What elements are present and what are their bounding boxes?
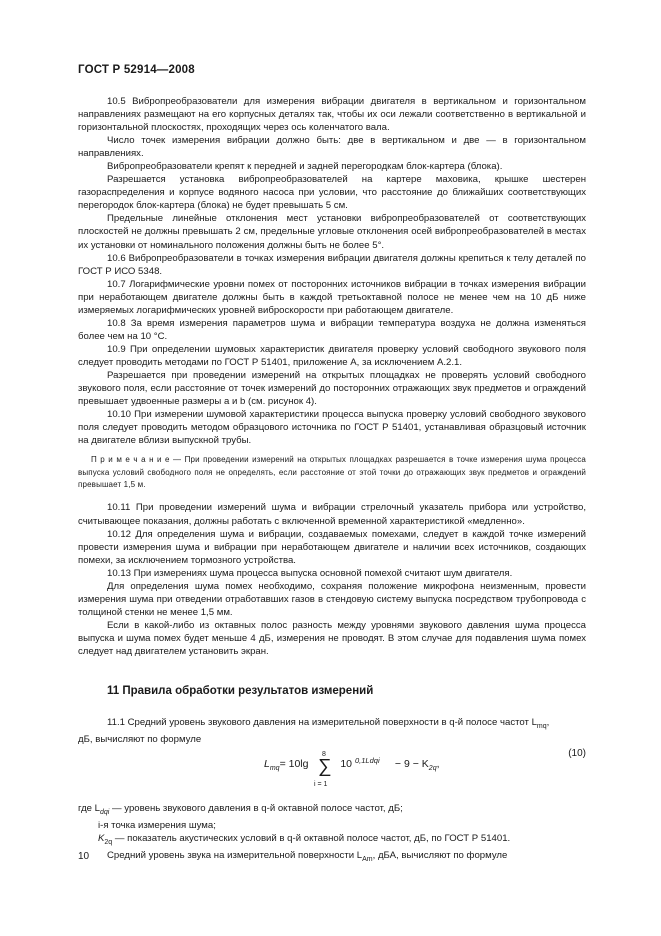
formula-10 [78,748,586,800]
where-line: i-я точка измерения шума; [98,819,216,831]
formula-expression: $L_{mq}= 10\lg$ $10 - 9 - K_{2q}$, [264,758,440,773]
paragraph: Разрешается при проведении измерений на открытых площадках не проверять условий свободного звукового поля, если расстояние от точек измерений до посторонних отражающих звук предметов и ограждений превышает удвоенные размеры a и b (см. рисунок 4). [78,369,586,408]
paragraph: Предельные линейные отклонения мест установки вибропреобразователей от соответствующих плоскостей не должны превышать 2 см, предельные угловые отклонения осей вибропреобразователей в местах их установки от номинального положения должны быть не более 5°. [78,213,586,251]
document-header: ГОСТ Р 52914—2008 [78,64,195,76]
paragraph-10-8: 10.8 За время измерения параметров шума и вибрации температура воздуха не должна изменяться более чем на 10 °С. [78,317,586,342]
main-text [78,95,586,658]
paragraph-10-11: 10.11 При проведении измерений шума и вибрации стрелочный указатель прибора или устройство, считывающее показания, должны работать с включенной временной характеристикой «медленно». [78,502,586,527]
paragraph-10-10: 10.10 При измерении шумовой характеристики процесса выпуска проверку условий свободного звукового поля следует проводить методом образцового источника по ГОСТ Р 51401, устанавливая образцовый источник на двигателе вблизи выпускной трубы. [78,409,586,447]
paragraph: Вибропреобразователи крепят к передней и задней перегородкам блок-картера (блока). [107,161,503,173]
section-11-text [78,716,586,866]
paragraph: Разрешается установка вибропреобразователей на картере маховика, крышке шестерен газораспределения и корпусе водяного насоса при условии, что расстояние до ближайших соответствующих перегородок блок-картера (блока) не будет превышать 5 см. [78,174,586,212]
paragraph-11-1: 11.1 Средний уровень звукового давления на измерительной поверхности в q-й полосе частот $L_{mq}$, [107,717,550,730]
note: П р и м е ч а н и е — При проведении измерений на открытых площадках разрешается в точке измерения шума процесса выпуска условий свободного поля не определять, если расстояние от этой точки до отражающих звук предметов и ограждений превышает 1,5 м. [78,455,586,490]
formula-number: (10) [568,748,586,759]
paragraph-10-6: 10.6 Вибропреобразователи в точках измерения вибрации двигателя должны крепиться к телу деталей по ГОСТ Р ИСО 5348. [78,252,586,277]
where-line: где $L_{dqi}$ — уровень звукового давления в q-й октавной полосе частот, дБ; [78,803,403,816]
paragraph-10-13: 10.13 При измерениях шума процесса выпуска основной помехой считают шум двигателя. [107,567,513,579]
paragraph-10-12: 10.12 Для определения шума и вибрации, создаваемых помехами, следует в каждой точке измерений провести измерения шума и вибрации при неработающем двигателе и наличии всех источников, создающих помехи, за исключением тормозного устройства. [78,528,586,566]
where-line: $K_{2q}$ — показатель акустических условий в q-й октавной полосе частот, дБ, по ГОСТ Р 51401. [98,833,511,846]
page-number: 10 [78,851,90,862]
paragraph-10-5: 10.5 Вибропреобразователи для измерения вибрации двигателя в вертикальном и горизонтальном направлениях размещают на его корпусных деталях так, чтобы их оси лежали соответственно в вертикальной и горизонтальной плоскостях, проходящих через ось коленчатого вала. [78,96,586,134]
paragraph-11-1-cont: дБ, вычисляют по формуле [78,733,202,745]
paragraph-10-9: 10.9 При определении шумовых характеристик двигателя проверку условий свободного звукового поля следует проводить методами по ГОСТ Р 51401, приложение А, за исключением А.2.1. [78,343,586,368]
paragraph: Если в какой-либо из октавных полос разность между уровнями звукового давления шума процесса выпуска и шума помех будет меньше 4 дБ, измерения не проводят. В этом случае для подавления шума помех следует над двигателем установить экран. [78,619,586,657]
paragraph: Для определения шума помех необходимо, сохраняя положение микрофона неизменным, провести измерения шума при отведении отработавших газов в стендовую систему выпуска посредством трубопровода с толщиной стенки не менее 1,5 мм. [78,580,586,618]
paragraph: Число точек измерения вибрации должно быть: две в вертикальном и две — в горизонтальном направлениях. [78,135,586,160]
paragraph-10-7: 10.7 Логарифмические уровни помех от посторонних источников вибрации в точках измерения вибрации при неработающем двигателе должны быть в каждой третьоктавной полосе не менее чем на 10 дБ ниже измеряемых логарифмических уровней виброскорости при работающем двигателе. [78,278,586,316]
paragraph-level-a: Средний уровень звука на измерительной поверхности $L_{Am}$, дБА, вычисляют по формуле [107,849,508,863]
sum-upper-limit: 8 [322,751,326,758]
sum-lower-limit: i = 1 [314,781,328,788]
section-title: 11 Правила обработки результатов измерений [107,685,374,697]
exponent: 0,1Ldqi [355,756,380,765]
sum-sign: ∑ [318,756,332,777]
